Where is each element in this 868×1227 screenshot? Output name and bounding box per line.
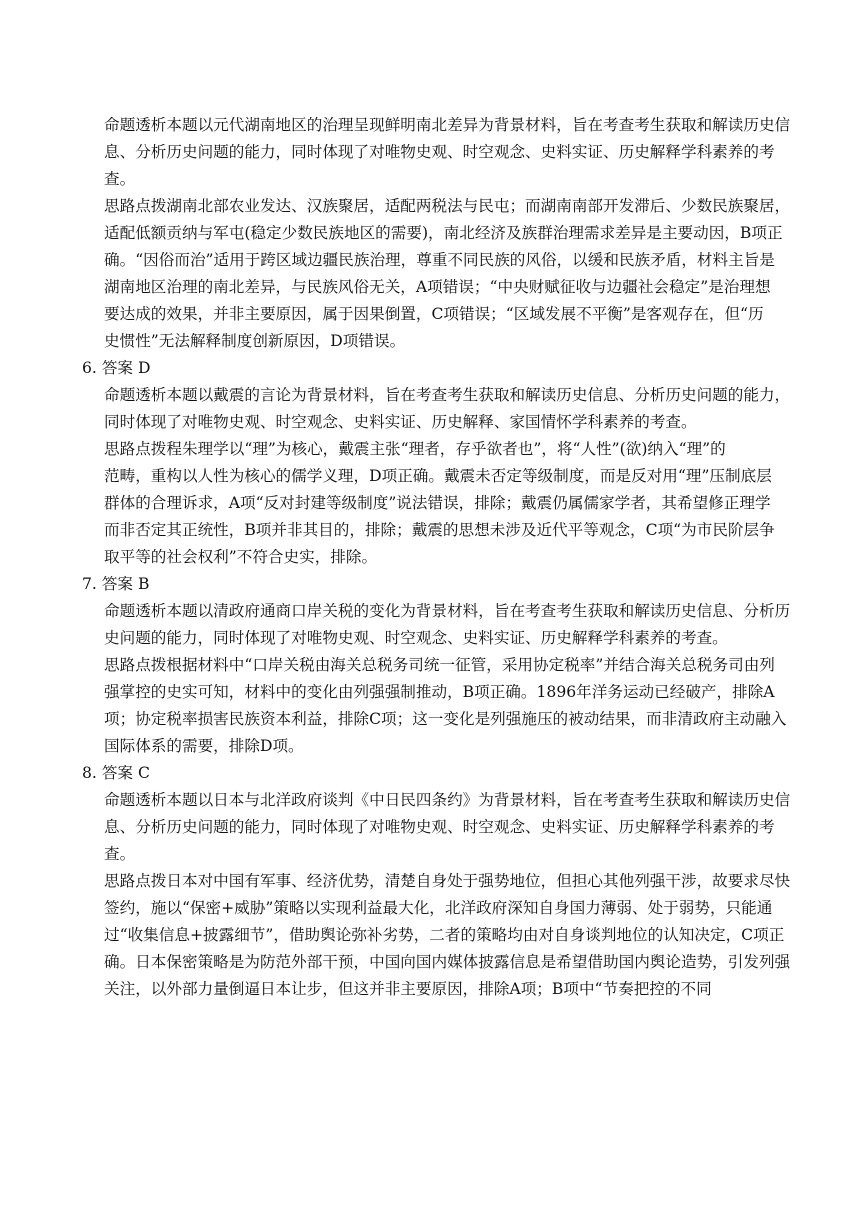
q5-mingti-paragraph (104, 112, 790, 193)
text-line: 强掌控的史实可知，材料中的变化由列强强制推动，B项正确。1896年洋务运动已经破产，排除A (104, 683, 775, 701)
text-line: 项；协定税率损害民族资本利益，排除C项；这一变化是列强施压的被动结果，而非清政府主动融入 (104, 710, 787, 728)
q8-silu-paragraph (104, 868, 790, 1003)
text-line: 湖南地区治理的南北差异，与民族风俗无关，A项错误；“中央财赋征收与边疆社会稳定”是治理想 (104, 278, 771, 296)
text-line: 而非否定其正统性，B项并非其目的，排除；戴震的思想未涉及近代平等观念，C项“为市民阶层争 (104, 521, 775, 539)
text-line: 息、分析历史问题的能力，同时体现了对唯物史观、时空观念、史料实证、历史解释学科素养的考 (104, 818, 775, 836)
q7-silu-paragraph (104, 652, 790, 760)
text-line: 思路点拨程朱理学以“理”为核心，戴震主张“理者，存乎欲者也”，将“人性”(欲)纳入“理”的 (104, 440, 726, 458)
answer-heading-6: 6. 答案 D (82, 359, 151, 377)
text-line: 命题透析本题以清政府通商口岸关税的变化为背景材料，旨在考查考生获取和解读历史信息、分析历 (104, 602, 791, 620)
text-line: 思路点拨日本对中国有军事、经济优势，清楚自身处于强势地位，但担心其他列强干涉，故要求尽快 (104, 872, 791, 890)
text-line: 适配低额贡纳与军屯(稳定少数民族地区的需要)，南北经济及族群治理需求差异是主要动因，B项正 (104, 224, 783, 242)
text-line: 群体的合理诉求，A项“反对封建等级制度”说法错误，排除；戴震仍属儒家学者，其希望修正理学 (104, 494, 771, 512)
answer-heading-7: 7. 答案 B (82, 575, 150, 593)
text-line: 命题透析本题以戴震的言论为背景材料，旨在考查考生获取和解读历史信息、分析历史问题的能力， (104, 386, 791, 404)
text-line: 思路点拨湖南北部农业发达、汉族聚居，适配两税法与民屯；而湖南南部开发滞后、少数民族聚居， (104, 197, 791, 215)
text-line: 国际体系的需要，排除D项。 (104, 737, 304, 755)
q6-mingti-paragraph (104, 382, 790, 436)
text-line: 思路点拨根据材料中“口岸关税由海关总税务司统一征管，采用协定税率”并结合海关总税务司由列 (104, 656, 775, 674)
text-line: 史问题的能力，同时体现了对唯物史观、时空观念、史料实证、历史解释学科素养的考查。 (104, 629, 728, 647)
text-line: 确。日本保密策略是为防范外部干预，中国向国内媒体披露信息是希望借助国内舆论造势，引发列强 (104, 953, 791, 971)
text-line: 史惯性”无法解释制度创新原因，D项错误。 (104, 332, 406, 350)
text-line: 过“收集信息+披露细节”，借助舆论弥补劣势，二者的策略均由对自身谈判地位的认知决定，C项正 (104, 926, 785, 944)
text-line: 要达成的效果，并非主要原因，属于因果倒置，C项错误；“区域发展不平衡”是客观存在，但“历 (104, 305, 764, 323)
q7-mingti-paragraph (104, 598, 790, 652)
text-line: 确。“因俗而治”适用于跨区域边疆民族治理，尊重不同民族的风俗，以缓和民族矛盾，材料主旨是 (104, 251, 775, 269)
text-line: 命题透析本题以元代湖南地区的治理呈现鲜明南北差异为背景材料，旨在考查考生获取和解读历史信 (104, 116, 791, 134)
text-line: 关注，以外部力量倒逼日本让步，但这并非主要原因，排除A项；B项中“节奏把控的不同 (104, 980, 712, 998)
answer-heading-8: 8. 答案 C (82, 764, 150, 782)
q6-silu-paragraph (104, 436, 790, 571)
text-line: 取平等的社会权利”不符合史实，排除。 (104, 548, 378, 566)
text-line: 命题透析本题以日本与北洋政府谈判《中日民四条约》为背景材料，旨在考查考生获取和解读历史信 (104, 791, 791, 809)
text-line: 查。 (104, 845, 136, 863)
text-line: 范畴，重构以人性为核心的儒学义理，D项正确。戴震未否定等级制度，而是反对用“理”压制底层 (104, 467, 772, 485)
text-line: 签约，施以“保密+威胁”策略以实现利益最大化，北洋政府深知自身国力薄弱、处于弱势，只能通 (104, 899, 773, 917)
q8-mingti-paragraph (104, 787, 790, 868)
text-line: 查。 (104, 170, 136, 188)
text-line: 息、分析历史问题的能力，同时体现了对唯物史观、时空观念、史料实证、历史解释学科素养的考 (104, 143, 775, 161)
q5-silu-paragraph (104, 193, 790, 355)
text-line: 同时体现了对唯物史观、时空观念、史料实证、历史解释、家国情怀学科素养的考查。 (104, 413, 697, 431)
